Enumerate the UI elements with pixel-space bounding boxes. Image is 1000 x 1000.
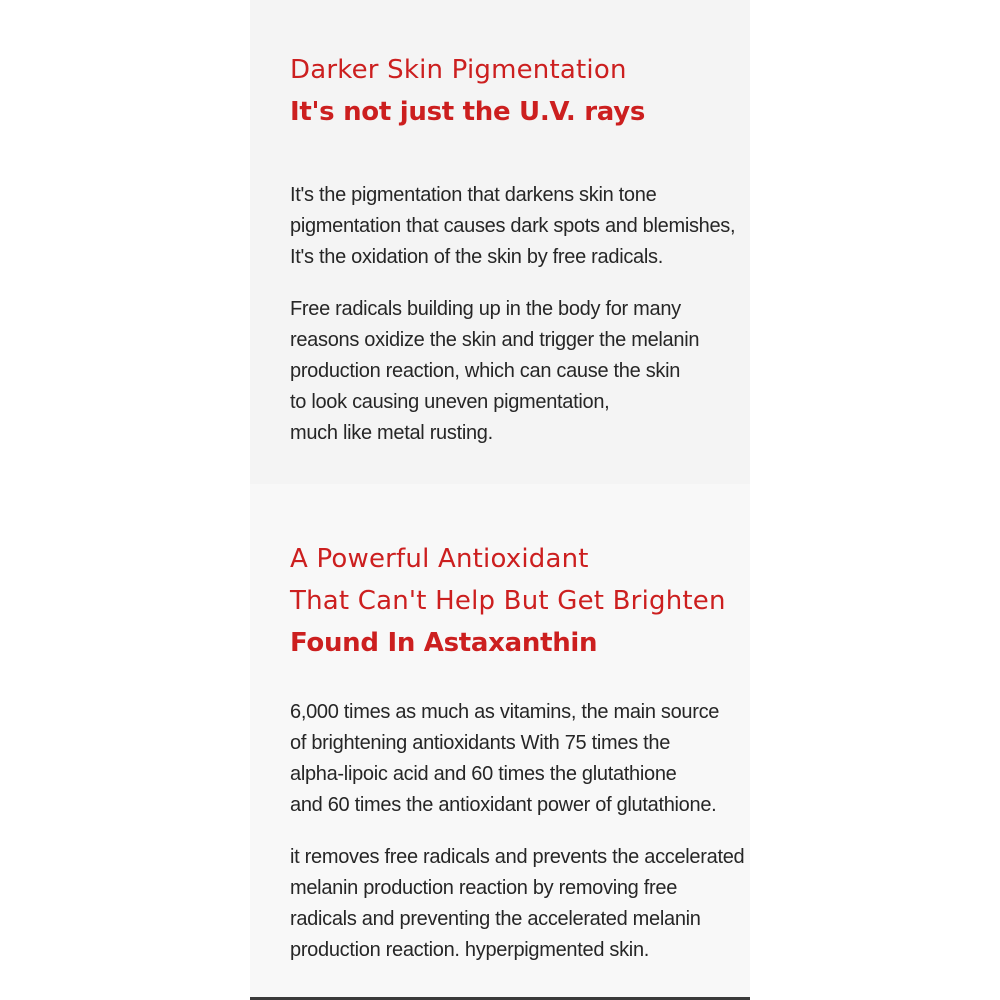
paragraph-line: of brightening antioxidants With 75 times the: [290, 732, 671, 754]
antioxidant-paragraph-1: [290, 697, 719, 821]
antioxidant-heading: [290, 538, 726, 664]
paragraph-line: It's the pigmentation that darkens skin tone: [290, 184, 657, 206]
antioxidant-paragraph-2: [290, 842, 744, 966]
pigmentation-paragraph-1: [290, 180, 735, 273]
paragraph-line: 6,000 times as much as vitamins, the main source: [290, 701, 720, 723]
paragraph-line: and 60 times the antioxidant power of glutathione.: [290, 794, 717, 816]
pigmentation-heading: [290, 49, 645, 133]
product-detail-page: [250, 0, 750, 1000]
paragraph-line: production reaction, which can cause the skin: [290, 360, 681, 382]
antioxidant-heading-subtitle: Found In Astaxanthin: [290, 628, 598, 658]
paragraph-line: It's the oxidation of the skin by free radicals.: [290, 246, 663, 268]
pigmentation-heading-title: Darker Skin Pigmentation: [290, 55, 627, 85]
paragraph-line: melanin production reaction by removing free: [290, 877, 678, 899]
paragraph-line: to look causing uneven pigmentation,: [290, 391, 610, 413]
pigmentation-section: [250, 0, 750, 484]
paragraph-line: radicals and preventing the accelerated melanin: [290, 908, 701, 930]
pigmentation-heading-subtitle: It's not just the U.V. rays: [290, 97, 646, 127]
antioxidant-section: [250, 484, 750, 998]
antioxidant-heading-line-1: A Powerful Antioxidant: [290, 544, 589, 574]
paragraph-line: pigmentation that causes dark spots and blemishes,: [290, 215, 736, 237]
paragraph-line: much like metal rusting.: [290, 422, 493, 444]
paragraph-line: Free radicals building up in the body for many: [290, 298, 681, 320]
paragraph-line: reasons oxidize the skin and trigger the melanin: [290, 329, 700, 351]
paragraph-line: production reaction. hyperpigmented skin.: [290, 939, 650, 961]
paragraph-line: it removes free radicals and prevents the accelerated: [290, 846, 745, 868]
pigmentation-paragraph-2: [290, 294, 699, 449]
antioxidant-heading-line-2: That Can't Help But Get Brighten: [290, 586, 726, 616]
paragraph-line: alpha-lipoic acid and 60 times the glutathione: [290, 763, 677, 785]
